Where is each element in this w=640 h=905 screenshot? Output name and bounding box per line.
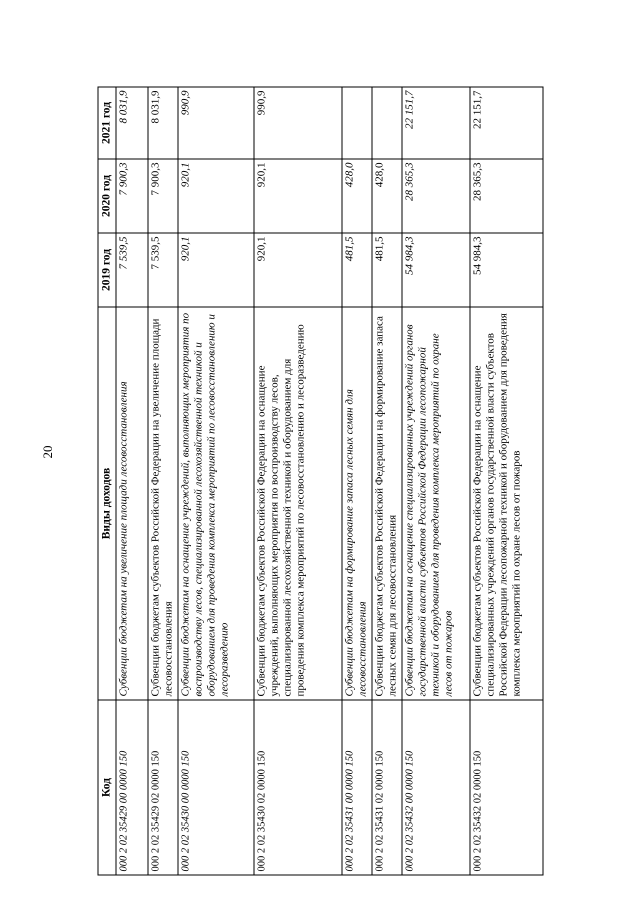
row-value-2020: 7 900,3 bbox=[148, 159, 178, 233]
row-name: Субвенции бюджетам на оснащение специализированных учреждений органов государственной власти субъектов Российской Федерации лесопожарной техникой и оборудованием для проведения комплекса мероприятий по охране лесов от пожаров bbox=[402, 307, 470, 700]
row-value-2020: 28 365,3 bbox=[470, 159, 543, 233]
table-row bbox=[402, 87, 470, 875]
table-container bbox=[97, 87, 522, 875]
table-row bbox=[254, 87, 342, 875]
row-value-2021: 990,9 bbox=[178, 87, 254, 159]
row-value-2020: 920,1 bbox=[178, 159, 254, 233]
table-row bbox=[148, 87, 178, 875]
table-row bbox=[372, 87, 402, 875]
row-value-2019: 481,5 bbox=[342, 233, 372, 307]
table-row bbox=[470, 87, 543, 875]
row-code: 000 2 02 35431 02 0000 150 bbox=[372, 700, 402, 875]
row-value-2019: 920,1 bbox=[178, 233, 254, 307]
revenue-table bbox=[97, 86, 543, 875]
page-number: 20 bbox=[40, 445, 55, 459]
row-value-2019: 7 539,5 bbox=[116, 233, 148, 307]
header-2019: 2019 год bbox=[98, 233, 116, 307]
row-value-2019: 54 984,3 bbox=[470, 233, 543, 307]
row-code: 000 2 02 35430 00 0000 150 bbox=[178, 700, 254, 875]
header-revenue-type: Виды доходов bbox=[98, 307, 116, 700]
row-value-2021: 8 031,9 bbox=[148, 87, 178, 159]
row-value-2020: 920,1 bbox=[254, 159, 342, 233]
row-value-2021: 8 031,9 bbox=[116, 87, 148, 159]
row-value-2021 bbox=[372, 87, 402, 159]
table-row bbox=[178, 87, 254, 875]
row-value-2019: 54 984,3 bbox=[402, 233, 470, 307]
row-value-2019: 920,1 bbox=[254, 233, 342, 307]
row-name: Субвенции бюджетам на формирование запаса лесных семян для лесовосстановления bbox=[342, 307, 372, 700]
row-name: Субвенции бюджетам субъектов Российской Федерации на оснащение специализированных учреждений органов государственной власти субъектов Российской Федерации лесопожарной техникой и оборудованием для проведения комплекса мероприятий по охране лесов от пожаров bbox=[470, 307, 543, 700]
row-code: 000 2 02 35432 00 0000 150 bbox=[402, 700, 470, 875]
row-name: Субвенции бюджетам на увеличение площади лесовосстановления bbox=[116, 307, 148, 700]
row-value-2021: 990,9 bbox=[254, 87, 342, 159]
row-value-2020: 7 900,3 bbox=[116, 159, 148, 233]
header-2021: 2021 год bbox=[98, 87, 116, 159]
table-row bbox=[116, 87, 148, 875]
row-value-2021 bbox=[342, 87, 372, 159]
row-value-2020: 428,0 bbox=[372, 159, 402, 233]
row-name: Субвенции бюджетам субъектов Российской Федерации на оснащение учреждений, выполняющих мероприятия по воспроизводству лесов, специализированной лесохозяйственной техникой и оборудованием для проведения комплекса мероприятий по лесовосстановлению и лесоразведению bbox=[254, 307, 342, 700]
row-code: 000 2 02 35432 02 0000 150 bbox=[470, 700, 543, 875]
row-name: Субвенции бюджетам субъектов Российской Федерации на формирование запаса лесных семян для лесовосстановления bbox=[372, 307, 402, 700]
row-value-2020: 28 365,3 bbox=[402, 159, 470, 233]
row-code: 000 2 02 35429 00 0000 150 bbox=[116, 700, 148, 875]
row-name: Субвенции бюджетам на оснащение учреждений, выполняющих мероприятия по воспроизводству лесов, специализированной лесохозяйственной техникой и оборудованием для проведения комплекса мероприятий по лесовосстановлению и лесоразведению bbox=[178, 307, 254, 700]
header-2020: 2020 год bbox=[98, 159, 116, 233]
row-value-2021: 22 151,7 bbox=[470, 87, 543, 159]
row-value-2019: 481,5 bbox=[372, 233, 402, 307]
row-value-2020: 428,0 bbox=[342, 159, 372, 233]
header-code: Код bbox=[98, 700, 116, 875]
row-value-2019: 7 539,5 bbox=[148, 233, 178, 307]
row-code: 000 2 02 35429 02 0000 150 bbox=[148, 700, 178, 875]
row-value-2021: 22 151,7 bbox=[402, 87, 470, 159]
row-code: 000 2 02 35431 00 0000 150 bbox=[342, 700, 372, 875]
table-row bbox=[342, 87, 372, 875]
row-code: 000 2 02 35430 02 0000 150 bbox=[254, 700, 342, 875]
row-name: Субвенции бюджетам субъектов Российской Федерации на увеличение площади лесовосстановления bbox=[148, 307, 178, 700]
rotated-table-frame bbox=[97, 87, 522, 875]
